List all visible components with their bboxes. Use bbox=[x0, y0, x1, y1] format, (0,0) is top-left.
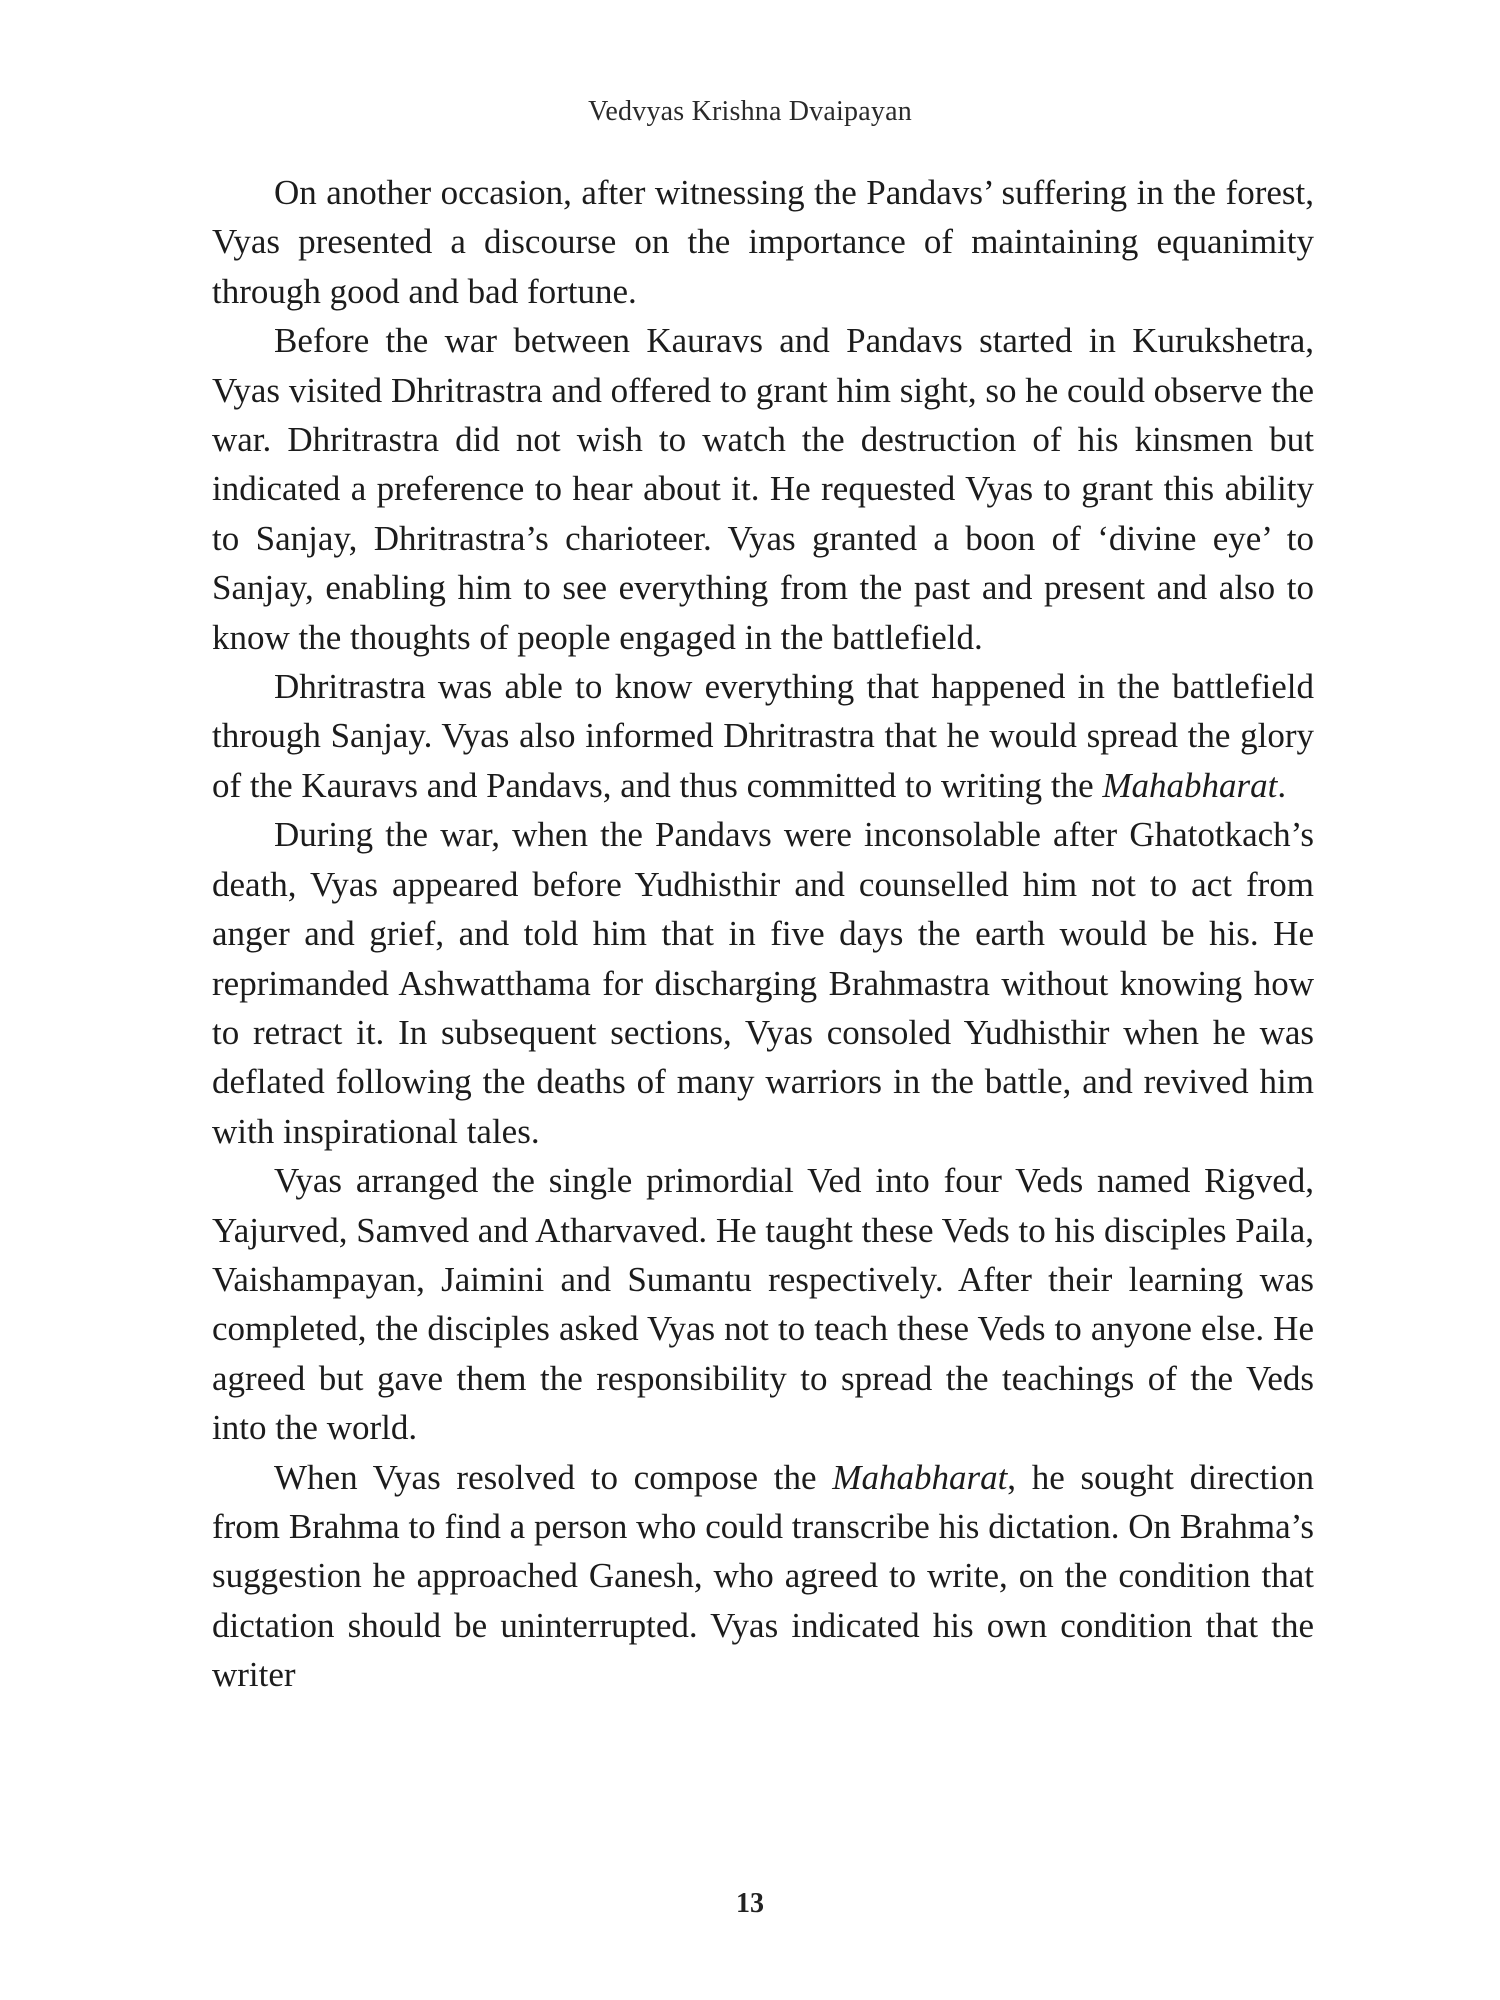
paragraph-text: When Vyas resolved to compose the bbox=[274, 1457, 833, 1497]
body-text bbox=[212, 168, 1314, 1700]
paragraph-forest-discourse: On another occasion, after witnessing the Pandavs’ suffering in the forest, Vyas presented a discourse on the importance of maintaining equanimity through good and bad fortune. bbox=[212, 173, 1314, 311]
paragraph-four-veds: Vyas arranged the single primordial Ved into four Veds named Rigved, Yajurved, Samved and Atharvaved. He taught these Veds to his disciples Paila, Vaishampayan, Jaimini and Sumantu respectively. After their learning was completed, the disciples asked Vyas not to teach these Veds to anyone else. He agreed but gave them the responsibility to spread the teachings of the Veds into the world. bbox=[212, 1161, 1315, 1448]
paragraph-text: , he sought direction from Brahma to find a person who could transcribe his dictation. On Brahma’s suggestion he approached Ganesh, who agreed to write, on the condition that dictation should be uninterrupted. Vyas indicated his own condition that the writer bbox=[212, 1457, 1314, 1695]
paragraph-war-counsel: During the war, when the Pandavs were inconsolable after Ghatotkach’s death, Vyas appeared before Yudhisthir and counselled him not to act from anger and grief, and told him that in five days the earth would be his. He reprimanded Ashwatthama for discharging Brahmastra without knowing how to retract it. In subsequent sections, Vyas consoled Yudhisthir when he was deflated following the deaths of many warriors in the battle, and revived him with inspirational tales. bbox=[212, 815, 1314, 1151]
paragraph-sanjay-narration bbox=[212, 662, 1314, 810]
running-header-title: Vedvyas Krishna Dvaipayan bbox=[588, 96, 912, 127]
book-title-italic: Mahabharat bbox=[1102, 765, 1278, 805]
paragraph-ganesh-scribe bbox=[212, 1453, 1314, 1700]
paragraph-divine-eye: Before the war between Kauravs and Pandavs started in Kurukshetra, Vyas visited Dhritrastra and offered to grant him sight, so he could observe the war. Dhritrastra did not wish to watch the destruction of his kinsmen but indicated a preference to hear about it. He requested Vyas to grant this ability to Sanjay, Dhritrastra’s charioteer. Vyas granted a boon of ‘divine eye’ to Sanjay, enabling him to see everything from the past and present and also to know the thoughts of people engaged in the battlefield. bbox=[212, 321, 1314, 657]
paragraph-text: . bbox=[1277, 765, 1287, 805]
paragraph-text: Dhritrastra was able to know everything that happened in the battlefield through Sanjay. Vyas also informed Dhritrastra that he would spread the glory of the Kauravs and Pandavs, and thus committed to writing the bbox=[212, 667, 1314, 805]
book-title-italic: Mahabharat bbox=[832, 1457, 1008, 1497]
page-number: 13 bbox=[736, 1888, 764, 1919]
